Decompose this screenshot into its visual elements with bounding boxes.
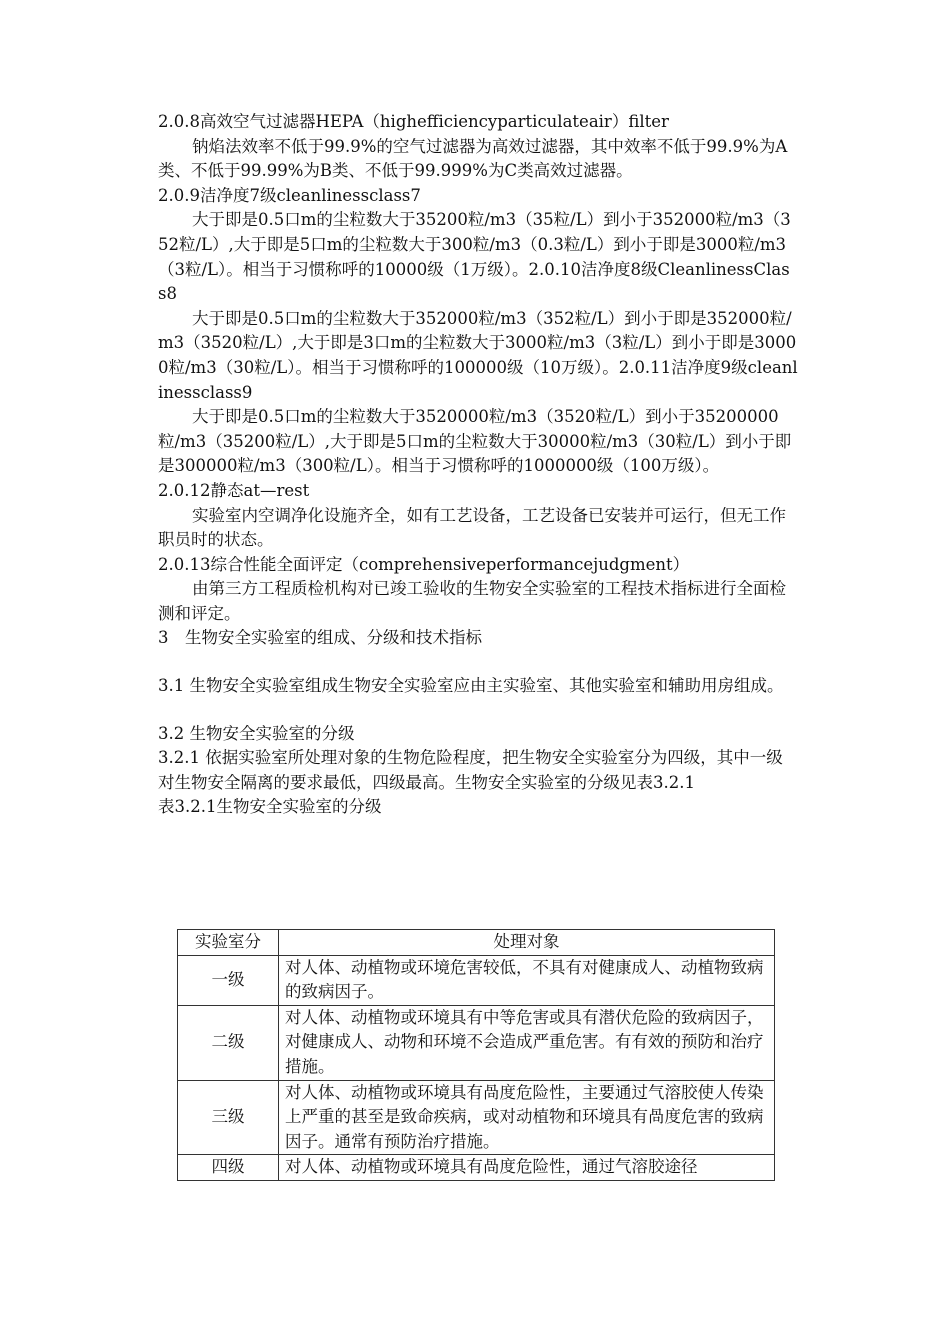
table-header-row <box>178 930 775 956</box>
body-paragraph: 大于即是0.5口m的尘粒数大于352000粒/m3（352粒/L）到小于即是352000粒/m3（3520粒/L）,大于即是3口m的尘粒数大于3000粒/m3（3粒/L）到小于即是30000粒/m3（30粒/L）。相当于习惯称呼的100000级（10万级）。2.0.11洁净度9级cleanlinessclass9 <box>158 308 798 402</box>
table-cell-level: 四级 <box>178 1155 279 1181</box>
section-heading: 3.2.1 依据实验室所处理对象的生物危险程度，把生物安全实验室分为四级，其中一级对生物安全隔离的要求最低，四级最高。生物安全实验室的分级见表3.2.1 <box>158 748 783 792</box>
table-cell-level: 一级 <box>178 955 279 1005</box>
column-header-level: 实验室分 <box>178 930 279 956</box>
table-cell-desc: 对人体、动植物或环境具有咼度危险性，通过气溶胶途径 <box>279 1155 775 1181</box>
body-paragraph: 大于即是0.5口m的尘粒数大于35200粒/m3（35粒/L）到小于352000粒/m3（352粒/L）,大于即是5口m的尘粒数大于300粒/m3（0.3粒/L）到小于即是3000粒/m3（3粒/L）。相当于习惯称呼的10000级（1万级）。2.0.10洁净度8级CleanlinessClass8 <box>158 210 791 304</box>
section-heading: 2.0.8高效空气过滤器HEPA（highefficiencyparticulateair）filter <box>158 112 669 131</box>
document-body <box>158 110 798 820</box>
section-heading: 表3.2.1生物安全实验室的分级 <box>158 797 382 817</box>
body-paragraph: 由第三方工程质检机构对已竣工验收的生物安全实验室的工程技术指标进行全面检测和评定。 <box>158 579 786 623</box>
section-heading: 2.0.9洁净度7级cleanlinessclass7 <box>158 185 421 205</box>
table-row <box>178 1005 775 1080</box>
body-paragraph: 实验室内空调净化设施齐全，如有工艺设备，工艺设备已安装并可运行，但无工作职员时的状态。 <box>158 505 786 550</box>
table-cell-desc: 对人体、动植物或环境具有中等危害或具有潜伏危险的致病因子，对健康成人、动物和环境不会造成严重危害。有有效的预防和治疗措施。 <box>279 1005 775 1080</box>
section-heading: 3 生物安全实验室的组成、分级和技术指标 <box>158 628 482 648</box>
lab-grade-table <box>177 929 775 1181</box>
table-cell-desc: 对人体、动植物或环境危害较低，不具有对健康成人、动植物致病的致病因子。 <box>279 955 775 1005</box>
section-heading: 3.2 生物安全实验室的分级 <box>158 723 355 743</box>
table-row <box>178 955 775 1005</box>
section-heading: 2.0.13综合性能全面评定（comprehensiveperformancejudgment） <box>158 554 690 574</box>
body-paragraph: 钠焰法效率不低于99.9%的空气过滤器为高效过滤器，其中效率不低于99.9%为A类、不低于99.99%为B类、不低于99.999%为C类高效过滤器。 <box>158 136 788 181</box>
table-cell-level: 三级 <box>178 1080 279 1155</box>
paragraph-gap <box>158 651 798 674</box>
table-cell-desc: 对人体、动植物或环境具有咼度危险性，主要通过气溶胶使人传染上严重的甚至是致命疾病，或对动植物和环境具有咼度危害的致病因子。通常有预防治疗措施。 <box>279 1080 775 1155</box>
table-row <box>178 1080 775 1155</box>
paragraph-gap <box>158 699 798 722</box>
section-heading: 2.0.12静态at—rest <box>158 480 310 500</box>
table-row <box>178 1155 775 1181</box>
body-paragraph: 大于即是0.5口m的尘粒数大于3520000粒/m3（3520粒/L）到小于35200000粒/m3（35200粒/L）,大于即是5口m的尘粒数大于30000粒/m3（30粒/L）到小于即是300000粒/m3（300粒/L）。相当于习惯称呼的1000000级（100万级）。 <box>158 407 792 476</box>
table-cell-level: 二级 <box>178 1005 279 1080</box>
column-header-object: 处理对象 <box>279 930 775 956</box>
section-heading: 3.1 生物安全实验室组成生物安全实验室应由主实验室、其他实验室和辅助用房组成。 <box>158 676 784 696</box>
